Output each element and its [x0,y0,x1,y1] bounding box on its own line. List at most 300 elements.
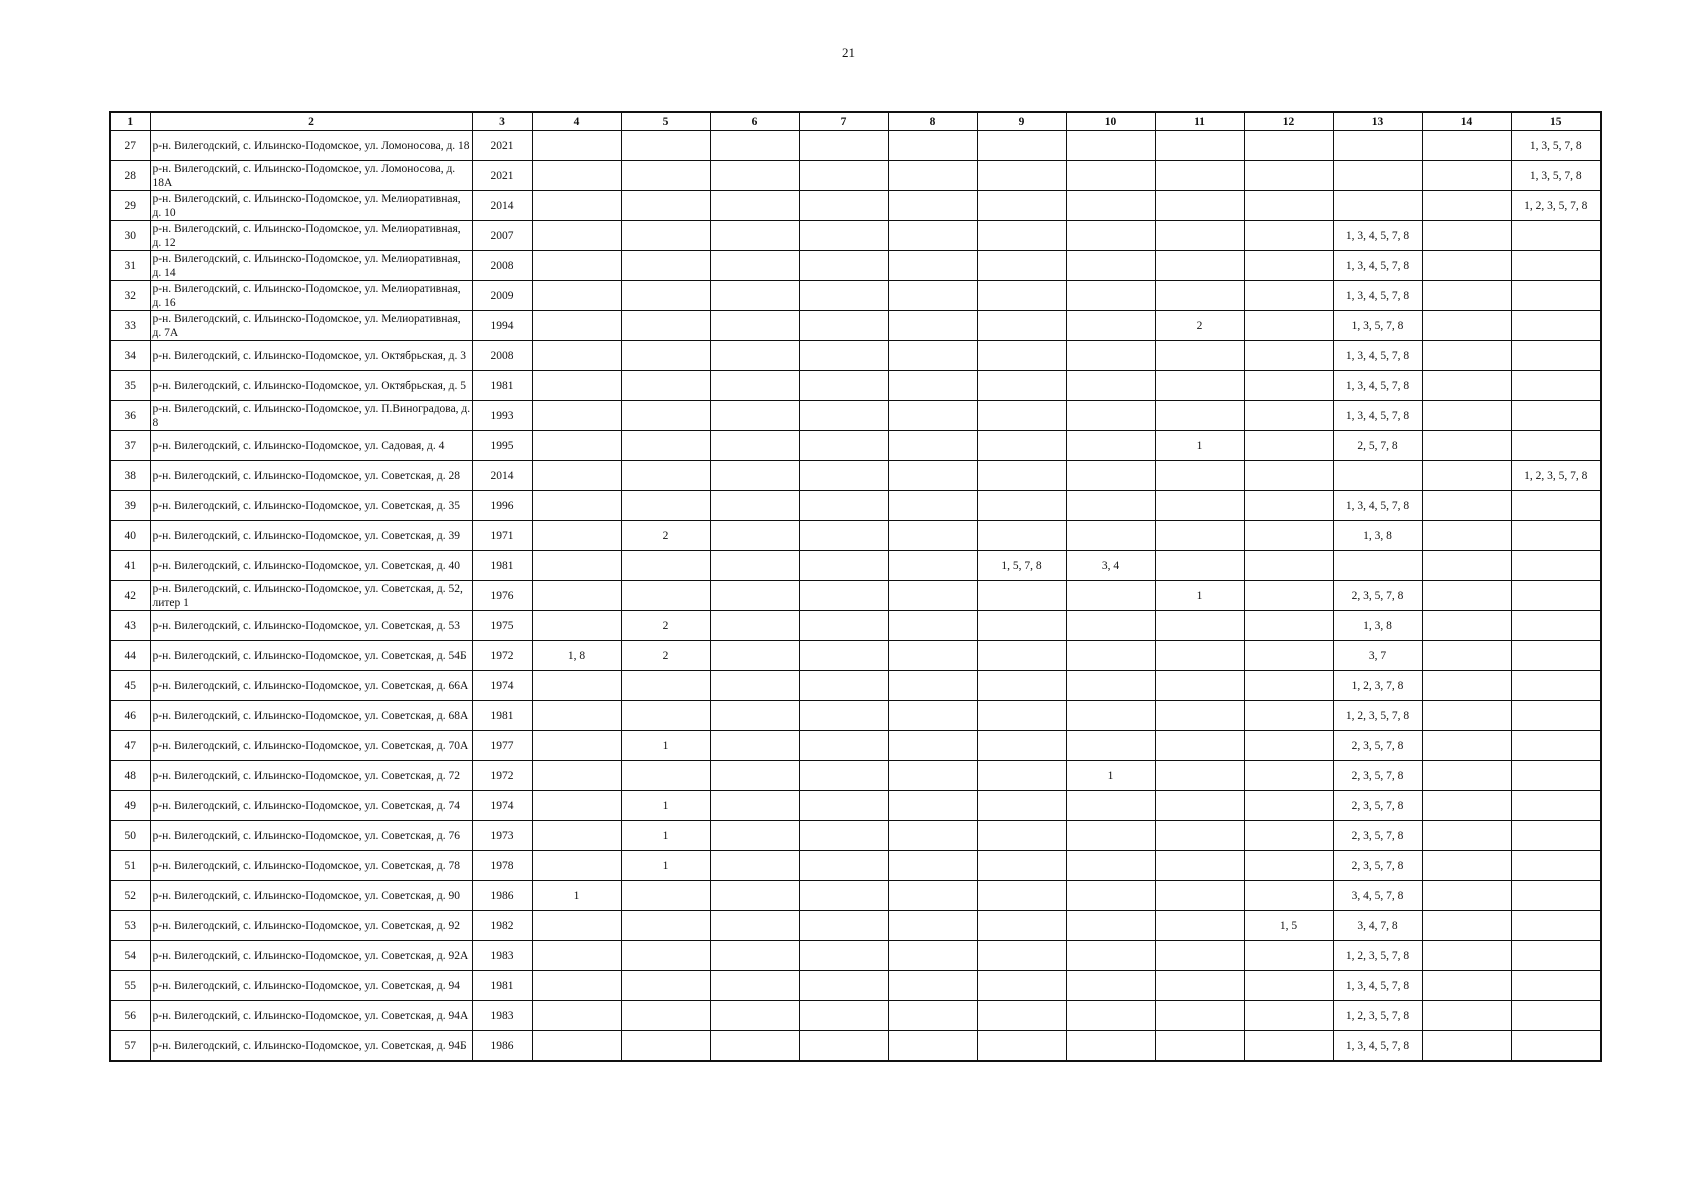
column-11-cell [1155,1001,1244,1031]
column-4-cell [532,701,621,731]
column-10-cell [1066,611,1155,641]
column-15-cell [1511,821,1601,851]
table-row [110,131,1601,161]
year-cell: 1982 [472,911,532,941]
column-14-cell [1422,701,1511,731]
column-9-cell [977,971,1066,1001]
column-9-cell [977,371,1066,401]
column-15-cell [1511,671,1601,701]
column-15-cell [1511,701,1601,731]
column-12-cell [1244,551,1333,581]
year-cell: 1972 [472,761,532,791]
column-13-cell [1333,191,1422,221]
column-8-cell [888,821,977,851]
column-15-cell [1511,971,1601,1001]
column-13-cell: 2, 3, 5, 7, 8 [1333,581,1422,611]
column-6-cell [710,941,799,971]
column-12-cell [1244,581,1333,611]
year-cell: 1978 [472,851,532,881]
column-9-cell [977,281,1066,311]
address-cell: р-н. Вилегодский, с. Ильинско-Подомское, ул. Советская, д. 94 [150,971,472,1001]
column-9-cell [977,641,1066,671]
table-row [110,491,1601,521]
column-5-cell: 2 [621,611,710,641]
address-cell: р-н. Вилегодский, с. Ильинско-Подомское, ул. Советская, д. 28 [150,461,472,491]
year-cell: 1996 [472,491,532,521]
column-8-cell [888,641,977,671]
column-14-cell [1422,191,1511,221]
column-14-cell [1422,521,1511,551]
column-10-cell [1066,851,1155,881]
column-9-cell [977,131,1066,161]
column-5-cell [621,431,710,461]
column-9-cell [977,251,1066,281]
column-6-cell [710,521,799,551]
column-10-cell [1066,341,1155,371]
column-header-4: 4 [532,112,621,131]
row-number-cell: 53 [110,911,150,941]
column-15-cell [1511,761,1601,791]
column-6-cell [710,401,799,431]
year-cell: 1981 [472,701,532,731]
year-cell: 1993 [472,401,532,431]
column-9-cell [977,731,1066,761]
column-13-cell: 1, 3, 4, 5, 7, 8 [1333,1031,1422,1062]
column-header-13: 13 [1333,112,1422,131]
column-4-cell [532,971,621,1001]
column-12-cell [1244,791,1333,821]
table-row [110,431,1601,461]
column-header-11: 11 [1155,112,1244,131]
column-12-cell [1244,521,1333,551]
address-cell: р-н. Вилегодский, с. Ильинско-Подомское, ул. Мелиоративная, д. 7А [150,311,472,341]
column-10-cell [1066,881,1155,911]
column-10-cell [1066,431,1155,461]
column-15-cell [1511,581,1601,611]
column-4-cell [532,311,621,341]
column-15-cell [1511,551,1601,581]
column-8-cell [888,611,977,641]
column-4-cell [532,611,621,641]
column-5-cell [621,161,710,191]
column-6-cell [710,341,799,371]
column-6-cell [710,461,799,491]
column-4-cell [532,551,621,581]
column-15-cell [1511,341,1601,371]
column-14-cell [1422,941,1511,971]
column-15-cell [1511,371,1601,401]
column-14-cell [1422,971,1511,1001]
column-14-cell [1422,1001,1511,1031]
column-9-cell [977,611,1066,641]
column-4-cell [532,221,621,251]
year-cell: 1981 [472,371,532,401]
column-14-cell [1422,731,1511,761]
column-10-cell [1066,821,1155,851]
column-8-cell [888,881,977,911]
row-number-cell: 40 [110,521,150,551]
column-header-2: 2 [150,112,472,131]
column-11-cell [1155,701,1244,731]
address-cell: р-н. Вилегодский, с. Ильинско-Подомское, ул. Советская, д. 53 [150,611,472,641]
column-9-cell [977,911,1066,941]
column-6-cell [710,761,799,791]
column-6-cell [710,281,799,311]
column-5-cell [621,401,710,431]
column-5-cell [621,371,710,401]
column-13-cell: 1, 3, 5, 7, 8 [1333,311,1422,341]
year-cell: 1986 [472,1031,532,1062]
column-12-cell [1244,161,1333,191]
column-6-cell [710,1031,799,1062]
column-10-cell [1066,221,1155,251]
column-header-14: 14 [1422,112,1511,131]
column-4-cell [532,671,621,701]
column-6-cell [710,1001,799,1031]
row-number-cell: 56 [110,1001,150,1031]
column-10-cell [1066,281,1155,311]
table-row [110,851,1601,881]
column-10-cell [1066,161,1155,191]
column-13-cell: 3, 4, 7, 8 [1333,911,1422,941]
year-cell: 2008 [472,251,532,281]
column-9-cell [977,191,1066,221]
column-10-cell [1066,971,1155,1001]
column-12-cell [1244,881,1333,911]
row-number-cell: 30 [110,221,150,251]
row-number-cell: 31 [110,251,150,281]
column-5-cell: 1 [621,851,710,881]
column-header-9: 9 [977,112,1066,131]
column-6-cell [710,821,799,851]
year-cell: 1974 [472,791,532,821]
column-9-cell [977,341,1066,371]
column-9-cell: 1, 5, 7, 8 [977,551,1066,581]
column-14-cell [1422,581,1511,611]
column-15-cell [1511,731,1601,761]
column-6-cell [710,611,799,641]
column-12-cell [1244,461,1333,491]
column-8-cell [888,851,977,881]
column-14-cell [1422,431,1511,461]
column-13-cell [1333,161,1422,191]
column-10-cell [1066,731,1155,761]
column-7-cell [799,851,888,881]
column-9-cell [977,401,1066,431]
column-7-cell [799,161,888,191]
year-cell: 1975 [472,611,532,641]
column-14-cell [1422,131,1511,161]
column-6-cell [710,131,799,161]
column-10-cell [1066,371,1155,401]
column-7-cell [799,731,888,761]
table-row [110,461,1601,491]
column-13-cell: 1, 3, 4, 5, 7, 8 [1333,371,1422,401]
column-15-cell [1511,521,1601,551]
row-number-cell: 50 [110,821,150,851]
column-4-cell [532,401,621,431]
column-11-cell [1155,791,1244,821]
column-11-cell [1155,851,1244,881]
column-8-cell [888,341,977,371]
column-13-cell [1333,131,1422,161]
column-7-cell [799,251,888,281]
column-11-cell [1155,341,1244,371]
address-cell: р-н. Вилегодский, с. Ильинско-Подомское, ул. Советская, д. 70А [150,731,472,761]
column-8-cell [888,941,977,971]
column-10-cell [1066,521,1155,551]
year-cell: 2021 [472,161,532,191]
column-7-cell [799,641,888,671]
table-row [110,941,1601,971]
column-11-cell [1155,281,1244,311]
column-5-cell [621,491,710,521]
column-14-cell [1422,311,1511,341]
column-13-cell: 3, 4, 5, 7, 8 [1333,881,1422,911]
column-5-cell [621,251,710,281]
column-12-cell [1244,431,1333,461]
table-row [110,971,1601,1001]
column-14-cell [1422,641,1511,671]
column-7-cell [799,491,888,521]
column-11-cell [1155,191,1244,221]
column-6-cell [710,221,799,251]
column-4-cell [532,851,621,881]
column-5-cell [621,221,710,251]
column-7-cell [799,221,888,251]
row-number-cell: 39 [110,491,150,521]
address-cell: р-н. Вилегодский, с. Ильинско-Подомское, ул. Ломоносова, д. 18А [150,161,472,191]
column-5-cell [621,581,710,611]
page-number: 21 [842,45,855,60]
address-cell: р-н. Вилегодский, с. Ильинско-Подомское, ул. Мелиоративная, д. 16 [150,281,472,311]
column-7-cell [799,521,888,551]
column-8-cell [888,971,977,1001]
address-cell: р-н. Вилегодский, с. Ильинско-Подомское, ул. Советская, д. 92А [150,941,472,971]
column-15-cell [1511,281,1601,311]
column-5-cell [621,1031,710,1062]
table-row [110,1001,1601,1031]
column-15-cell: 1, 3, 5, 7, 8 [1511,161,1601,191]
column-5-cell [621,671,710,701]
column-header-15: 15 [1511,112,1601,131]
column-11-cell [1155,551,1244,581]
column-11-cell [1155,131,1244,161]
column-14-cell [1422,671,1511,701]
column-7-cell [799,191,888,221]
column-14-cell [1422,491,1511,521]
column-14-cell [1422,221,1511,251]
column-11-cell [1155,881,1244,911]
row-number-cell: 45 [110,671,150,701]
table-row [110,641,1601,671]
column-5-cell: 1 [621,791,710,821]
table-row [110,701,1601,731]
column-11-cell: 1 [1155,431,1244,461]
column-7-cell [799,881,888,911]
column-12-cell [1244,371,1333,401]
row-number-cell: 48 [110,761,150,791]
row-number-cell: 55 [110,971,150,1001]
column-7-cell [799,941,888,971]
column-14-cell [1422,551,1511,581]
column-6-cell [710,701,799,731]
column-12-cell [1244,1031,1333,1062]
column-8-cell [888,461,977,491]
address-cell: р-н. Вилегодский, с. Ильинско-Подомское, ул. Советская, д. 40 [150,551,472,581]
address-cell: р-н. Вилегодский, с. Ильинско-Подомское, ул. Советская, д. 54Б [150,641,472,671]
table-row [110,731,1601,761]
column-4-cell [532,371,621,401]
column-5-cell [621,971,710,1001]
row-number-cell: 34 [110,341,150,371]
column-4-cell [532,431,621,461]
column-12-cell [1244,491,1333,521]
column-4-cell [532,581,621,611]
column-14-cell [1422,881,1511,911]
column-11-cell [1155,761,1244,791]
column-9-cell [977,671,1066,701]
row-number-cell: 38 [110,461,150,491]
year-cell: 1983 [472,1001,532,1031]
column-10-cell [1066,671,1155,701]
column-12-cell [1244,401,1333,431]
column-4-cell [532,281,621,311]
column-9-cell [977,851,1066,881]
column-9-cell [977,701,1066,731]
address-cell: р-н. Вилегодский, с. Ильинско-Подомское, ул. Советская, д. 94Б [150,1031,472,1062]
column-13-cell: 1, 2, 3, 5, 7, 8 [1333,941,1422,971]
column-6-cell [710,161,799,191]
address-cell: р-н. Вилегодский, с. Ильинско-Подомское, ул. Ломоносова, д. 18 [150,131,472,161]
column-7-cell [799,791,888,821]
table-row [110,161,1601,191]
column-15-cell [1511,791,1601,821]
column-13-cell: 2, 5, 7, 8 [1333,431,1422,461]
address-cell: р-н. Вилегодский, с. Ильинско-Подомское, ул. Советская, д. 39 [150,521,472,551]
column-15-cell: 1, 2, 3, 5, 7, 8 [1511,461,1601,491]
column-12-cell [1244,641,1333,671]
column-11-cell [1155,971,1244,1001]
column-9-cell [977,521,1066,551]
column-5-cell [621,761,710,791]
column-5-cell [621,461,710,491]
column-5-cell [621,941,710,971]
column-13-cell: 1, 3, 4, 5, 7, 8 [1333,341,1422,371]
column-8-cell [888,701,977,731]
column-9-cell [977,491,1066,521]
column-10-cell: 3, 4 [1066,551,1155,581]
column-12-cell [1244,1001,1333,1031]
column-12-cell [1244,821,1333,851]
column-8-cell [888,131,977,161]
column-5-cell [621,911,710,941]
column-13-cell: 1, 3, 4, 5, 7, 8 [1333,281,1422,311]
column-10-cell: 1 [1066,761,1155,791]
column-5-cell: 1 [621,731,710,761]
column-9-cell [977,761,1066,791]
column-13-cell: 1, 3, 4, 5, 7, 8 [1333,971,1422,1001]
year-cell: 1981 [472,971,532,1001]
column-6-cell [710,311,799,341]
column-9-cell [977,881,1066,911]
column-14-cell [1422,821,1511,851]
column-10-cell [1066,461,1155,491]
table-row [110,911,1601,941]
column-13-cell: 1, 3, 4, 5, 7, 8 [1333,221,1422,251]
column-5-cell: 1 [621,821,710,851]
address-cell: р-н. Вилегодский, с. Ильинско-Подомское, ул. Советская, д. 68А [150,701,472,731]
column-11-cell [1155,911,1244,941]
column-10-cell [1066,701,1155,731]
column-11-cell: 2 [1155,311,1244,341]
column-header-5: 5 [621,112,710,131]
column-15-cell [1511,1031,1601,1062]
column-8-cell [888,311,977,341]
column-13-cell [1333,551,1422,581]
column-4-cell [532,521,621,551]
column-11-cell: 1 [1155,581,1244,611]
column-6-cell [710,641,799,671]
column-15-cell [1511,401,1601,431]
row-number-cell: 43 [110,611,150,641]
row-number-cell: 33 [110,311,150,341]
column-5-cell [621,701,710,731]
column-8-cell [888,581,977,611]
column-10-cell [1066,1001,1155,1031]
row-number-cell: 36 [110,401,150,431]
column-5-cell: 2 [621,521,710,551]
column-8-cell [888,401,977,431]
column-14-cell [1422,761,1511,791]
column-12-cell [1244,221,1333,251]
row-number-cell: 27 [110,131,150,161]
column-10-cell [1066,911,1155,941]
column-14-cell [1422,911,1511,941]
year-cell: 1977 [472,731,532,761]
column-9-cell [977,461,1066,491]
column-7-cell [799,1001,888,1031]
column-14-cell [1422,341,1511,371]
column-14-cell [1422,611,1511,641]
column-13-cell: 2, 3, 5, 7, 8 [1333,851,1422,881]
column-15-cell [1511,941,1601,971]
column-8-cell [888,281,977,311]
column-5-cell: 2 [621,641,710,671]
column-11-cell [1155,521,1244,551]
column-12-cell [1244,281,1333,311]
column-7-cell [799,371,888,401]
column-4-cell [532,341,621,371]
column-10-cell [1066,641,1155,671]
column-7-cell [799,581,888,611]
column-4-cell [532,461,621,491]
column-13-cell: 3, 7 [1333,641,1422,671]
table-header-row [110,112,1601,131]
year-cell: 1971 [472,521,532,551]
column-13-cell: 1, 3, 4, 5, 7, 8 [1333,251,1422,281]
column-9-cell [977,311,1066,341]
row-number-cell: 35 [110,371,150,401]
address-cell: р-н. Вилегодский, с. Ильинско-Подомское, ул. Советская, д. 35 [150,491,472,521]
column-12-cell [1244,941,1333,971]
address-cell: р-н. Вилегодский, с. Ильинско-Подомское, ул. Советская, д. 90 [150,881,472,911]
column-8-cell [888,221,977,251]
column-4-cell [532,491,621,521]
address-cell: р-н. Вилегодский, с. Ильинско-Подомское, ул. Советская, д. 66А [150,671,472,701]
address-cell: р-н. Вилегодский, с. Ильинско-Подомское, ул. Советская, д. 78 [150,851,472,881]
year-cell: 2021 [472,131,532,161]
